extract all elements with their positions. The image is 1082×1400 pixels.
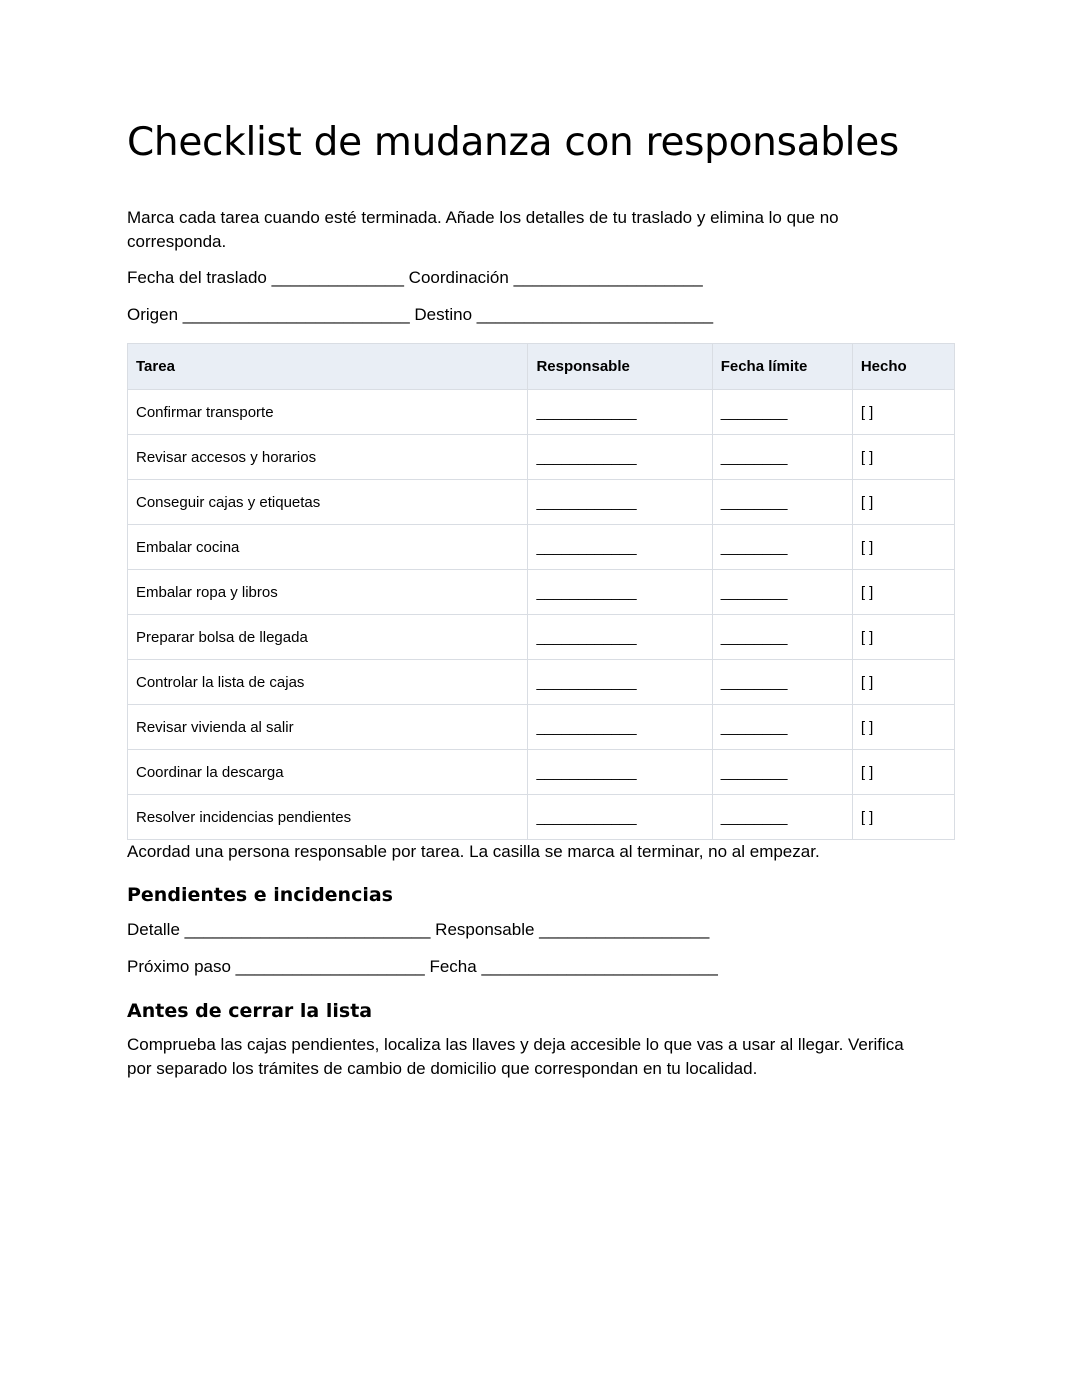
responsible-blank: ____________ — [528, 615, 712, 660]
done-checkbox[interactable]: [ ] — [852, 750, 954, 795]
closing-paragraph-line2: por separado los trámites de cambio de domicilio que correspondan en tu localidad. — [127, 1059, 758, 1078]
table-row — [128, 570, 955, 615]
table-row — [128, 435, 955, 480]
done-checkbox[interactable]: [ ] — [852, 570, 954, 615]
done-checkbox[interactable]: [ ] — [852, 390, 954, 435]
table-row — [128, 480, 955, 525]
deadline-blank: ________ — [712, 570, 852, 615]
task-cell: Coordinar la descarga — [128, 750, 528, 795]
table-row — [128, 705, 955, 750]
deadline-blank: ________ — [712, 615, 852, 660]
done-checkbox[interactable]: [ ] — [852, 795, 954, 840]
pending-next-step-fields: Próximo paso ____________________ Fecha _________________________ — [127, 957, 718, 976]
table-row — [128, 795, 955, 840]
table-header-row — [128, 344, 955, 390]
table-note: Acordad una persona responsable por tarea. La casilla se marca al terminar, no al empezar. — [127, 842, 820, 861]
header-done: Hecho — [852, 344, 954, 390]
pending-detail-fields: Detalle __________________________ Responsable __________________ — [127, 920, 710, 939]
task-cell: Revisar accesos y horarios — [128, 435, 528, 480]
table-row — [128, 390, 955, 435]
deadline-blank: ________ — [712, 525, 852, 570]
deadline-blank: ________ — [712, 750, 852, 795]
table-row — [128, 525, 955, 570]
done-checkbox[interactable]: [ ] — [852, 525, 954, 570]
task-cell: Confirmar transporte — [128, 390, 528, 435]
responsible-blank: ____________ — [528, 570, 712, 615]
origin-destination-fields: Origen ________________________ Destino _________________________ — [127, 305, 714, 324]
responsible-blank: ____________ — [528, 525, 712, 570]
done-checkbox[interactable]: [ ] — [852, 615, 954, 660]
done-checkbox[interactable]: [ ] — [852, 660, 954, 705]
task-cell: Embalar cocina — [128, 525, 528, 570]
document-title: Checklist de mudanza con responsables — [127, 120, 899, 165]
deadline-blank: ________ — [712, 480, 852, 525]
header-responsible: Responsable — [528, 344, 712, 390]
closing-paragraph-line1: Comprueba las cajas pendientes, localiza las llaves y deja accesible lo que vas a usar al llegar. Verifica — [127, 1035, 904, 1054]
task-cell: Conseguir cajas y etiquetas — [128, 480, 528, 525]
pending-heading: Pendientes e incidencias — [127, 884, 393, 906]
task-cell: Preparar bolsa de llegada — [128, 615, 528, 660]
done-checkbox[interactable]: [ ] — [852, 435, 954, 480]
table-row — [128, 615, 955, 660]
deadline-blank: ________ — [712, 435, 852, 480]
task-cell: Revisar vivienda al salir — [128, 705, 528, 750]
header-deadline: Fecha límite — [712, 344, 852, 390]
done-checkbox[interactable]: [ ] — [852, 480, 954, 525]
responsible-blank: ____________ — [528, 660, 712, 705]
deadline-blank: ________ — [712, 390, 852, 435]
intro-paragraph: Marca cada tarea cuando esté terminada. Añade los detalles de tu traslado y elimina lo que no corresponda. — [127, 208, 839, 251]
responsible-blank: ____________ — [528, 480, 712, 525]
header-task: Tarea — [128, 344, 528, 390]
task-cell: Embalar ropa y libros — [128, 570, 528, 615]
responsible-blank: ____________ — [528, 435, 712, 480]
task-table — [127, 343, 955, 840]
deadline-blank: ________ — [712, 705, 852, 750]
responsible-blank: ____________ — [528, 750, 712, 795]
responsible-blank: ____________ — [528, 795, 712, 840]
deadline-blank: ________ — [712, 795, 852, 840]
done-checkbox[interactable]: [ ] — [852, 705, 954, 750]
move-date-coordination-fields: Fecha del traslado ______________ Coordinación ____________________ — [127, 268, 703, 287]
task-cell: Resolver incidencias pendientes — [128, 795, 528, 840]
table-row — [128, 660, 955, 705]
deadline-blank: ________ — [712, 660, 852, 705]
task-cell: Controlar la lista de cajas — [128, 660, 528, 705]
responsible-blank: ____________ — [528, 390, 712, 435]
responsible-blank: ____________ — [528, 705, 712, 750]
closing-heading: Antes de cerrar la lista — [127, 1000, 373, 1022]
table-row — [128, 750, 955, 795]
